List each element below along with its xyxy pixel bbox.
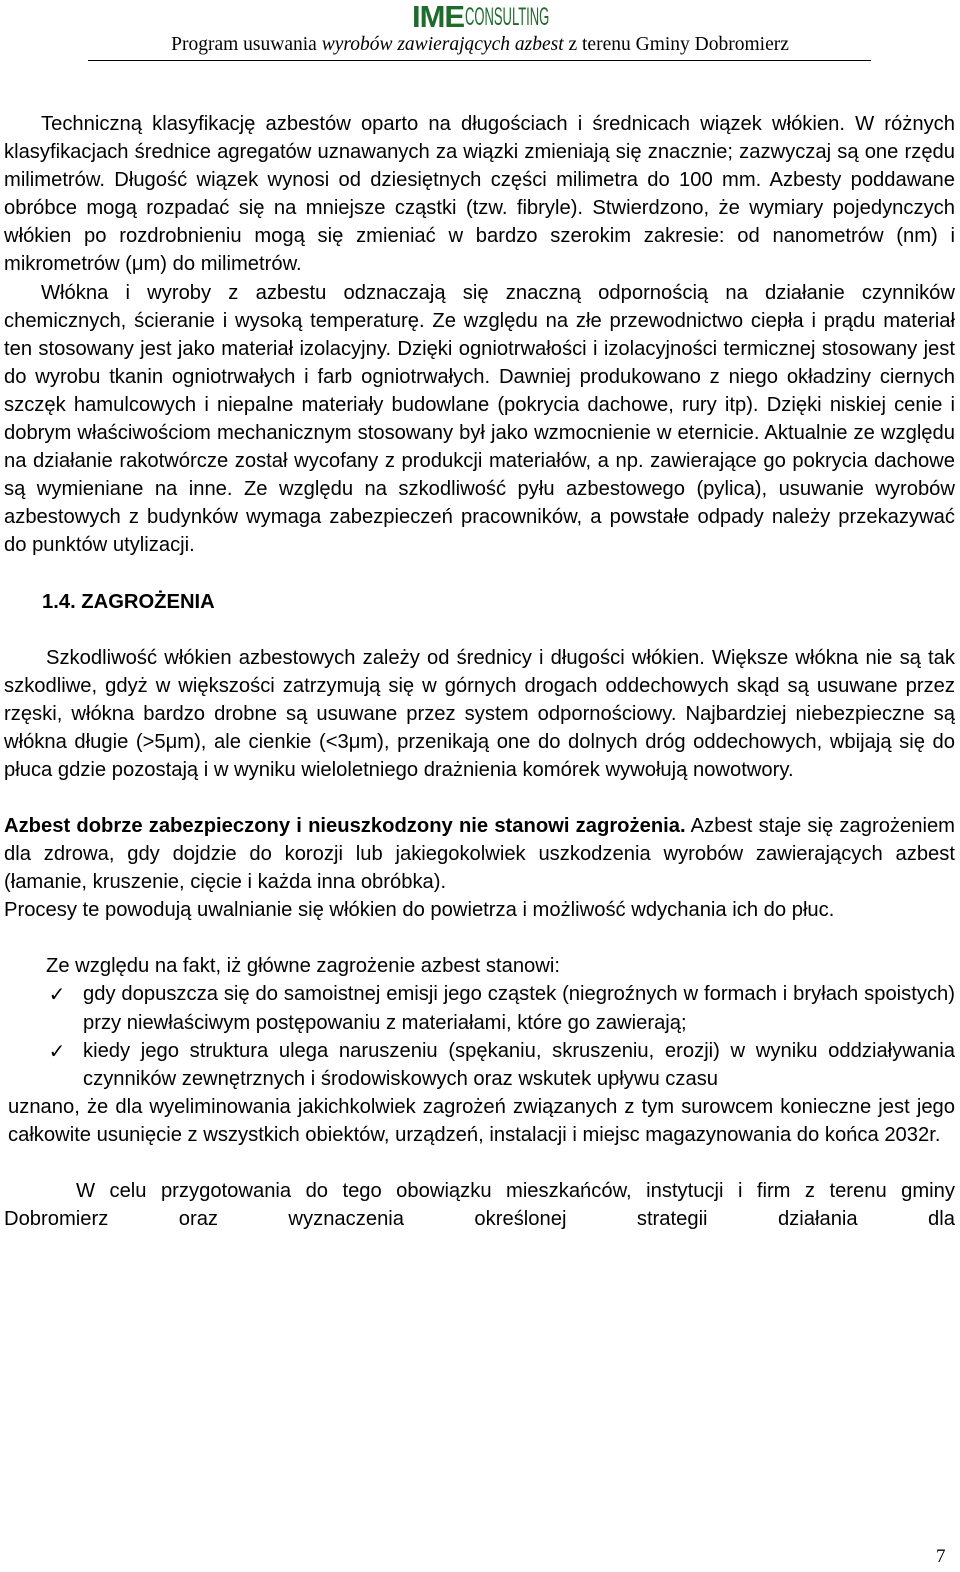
logo-consulting-text: CONSULTING — [465, 3, 550, 31]
bold-statement: Azbest dobrze zabezpieczony i nieuszkodzony nie stanowi zagrożenia. — [4, 814, 686, 837]
company-logo — [412, 2, 627, 32]
header-title-part2: wyrobów zawierających azbest — [321, 34, 564, 55]
paragraph-protected-asbestos — [4, 812, 955, 896]
spacer — [4, 616, 955, 644]
header-title — [0, 33, 960, 57]
list-item-text: gdy dopuszcza się do samoistnej emisji jego cząstek (niegroźnych w formach i bryłach spoistych) przy niewłaściwym postępowaniu z materiałami, które go zawierają; — [83, 983, 955, 1034]
spacer — [4, 1149, 955, 1177]
header-title-part3: z terenu Gminy Dobromierz — [563, 34, 789, 55]
paragraph-processes: Procesy te powodują uwalnianie się włókien do powietrza i możliwość wdychania ich do płuc. — [4, 899, 835, 922]
spacer — [4, 784, 955, 812]
spacer — [4, 560, 955, 588]
page-number: 7 — [936, 1546, 946, 1567]
section-heading: 1.4. ZAGROŻENIA — [42, 590, 215, 613]
threat-list — [4, 980, 955, 1092]
paragraph-preparation: W celu przygotowania do tego obowiązku mieszkańców, instytucji i firm z terenu gminy Dobromierz oraz wyznaczenia określonej strategii działania dla — [4, 1180, 955, 1231]
page-header — [0, 0, 960, 64]
check-icon: ✓ — [48, 982, 66, 1007]
paragraph-classification: Techniczną klasyfikację azbestów oparto na długościach i średnicach wiązek włókien. W różnych klasyfikacjach średnice agregatów uznawanych za wiązki zmieniają się znacznie; zazwyczaj są one rzędu milimetrów. Długość wiązek wynosi od dziesiętnych części milimetra do 100 mm. Azbesty poddawane obróbce mogą rozpadać się na mniejsze cząstki (tzw. fibryle). Stwierdzono, że wymiary pojedynczych włókien po rozdrobnieniu mogą się zmieniać w bardzo szerokim zakresie: od nanometrów (nm) i mikrometrów (μm) do milimetrów. — [4, 113, 955, 276]
paragraph-harmfulness: Szkodliwość włókien azbestowych zależy od średnicy i długości włókien. Większe włókna nie są tak szkodliwe, gdyż w większości zatrzymują się w górnych drogach oddechowych skąd są usuwane przez rzęski, włókna bardzo drobne są usuwane przez system odpornościowy. Najbardziej niebezpieczne są włókna długie (>5μm), ale cienkie (<3μm), przenikają one do dolnych dróg oddechowych, wbijają się do płuca gdzie pozostają i w wyniku wieloletniego drażnienia komórek wywołują nowotwory. — [4, 646, 955, 781]
paragraph-protected-asbestos-rest: Azbest staje się zagrożeniem dla zdrowa, gdy dojdzie do korozji lub jakiegokolwiek uszkodzenia wyrobów zawierających azbest (łamanie, kruszenie, cięcie i każda inna obróbka). — [4, 814, 955, 894]
main-content — [4, 110, 955, 1233]
logo-ime-text: IME — [412, 0, 465, 34]
paragraph-conclusion: uznano, że dla wyeliminowania jakichkolwiek zagrożeń związanych z tym surowcem konieczne jest jego całkowite usunięcie z wszystkich obiektów, urządzeń, instalacji i miejsc magazynowania do końca 2032r. — [8, 1095, 955, 1146]
check-icon: ✓ — [48, 1038, 66, 1063]
list-item — [48, 980, 955, 1036]
header-divider — [88, 60, 871, 61]
paragraph-properties: Włókna i wyroby z azbestu odznaczają się znaczną odpornością na działanie czynników chemicznych, ścieranie i wysoką temperaturę. Ze względu na złe przewodnictwo ciepła i prądu materiał ten stosowany jest jako materiał izolacyjny. Dzięki ogniotrwałości i izolacyjności termicznej stosowany jest do wyrobu tkanin ogniotrwałych i farb ogniotrwałych. Dawniej produkowano z niego okładziny ciernych szczęk hamulcowych i niepalne materiały budowlane (pokrycia dachowe, rury itp). Dzięki niskiej cenie i dobrym właściwościom mechanicznym stosowany był jako wzmocnienie w eternicie. Aktualnie ze względu na działanie rakotwórcze został wycofany z produkcji materiałów, a np. zawierające go pokrycia dachowe są wymieniane na inne. Ze względu na szkodliwość pyłu azbestowego (pylica), usuwanie wyrobów azbestowych z budynków wymaga zabezpieczeń pracowników, a powstałe odpady należy przekazywać do punktów utylizacji. — [4, 281, 955, 557]
header-title-part1: Program usuwania — [171, 34, 322, 55]
paragraph-list-intro: Ze względu na fakt, iż główne zagrożenie azbest stanowi: — [46, 955, 560, 978]
spacer — [4, 924, 955, 952]
list-item-text: kiedy jego struktura ulega naruszeniu (spękaniu, skruszeniu, erozji) w wyniku oddziaływania czynników zewnętrznych i środowiskowych oraz wskutek upływu czasu — [83, 1039, 955, 1090]
list-item — [48, 1037, 955, 1093]
